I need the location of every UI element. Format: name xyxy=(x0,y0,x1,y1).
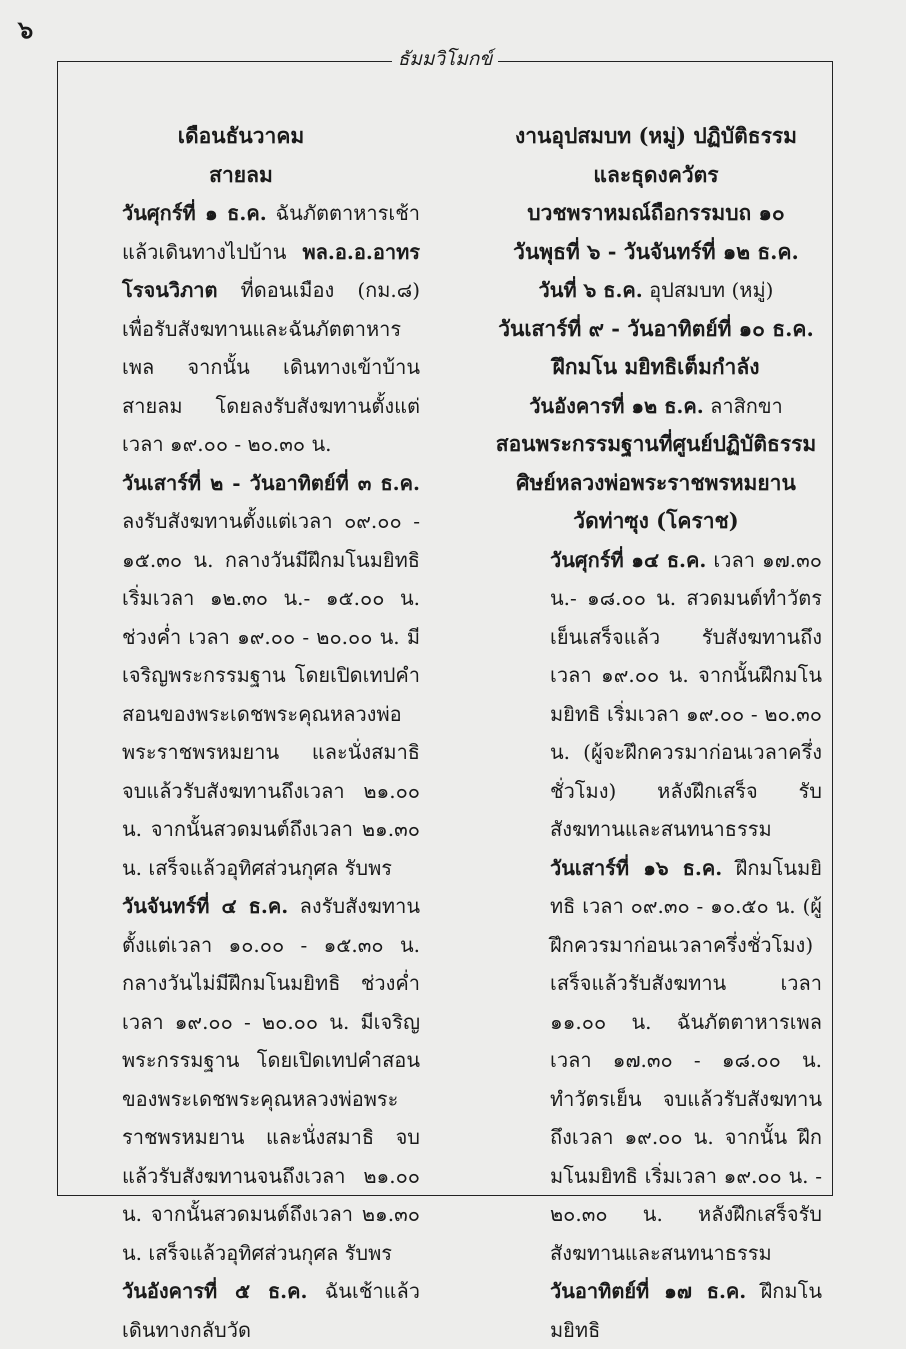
ordination-line xyxy=(490,271,822,310)
running-header xyxy=(58,48,832,70)
day-label: วันเสาร์ที่ ๑๖ ธ.ค. xyxy=(550,855,723,880)
paragraph-text: ฉันเช้าแล้วเดินทางกลับวัด xyxy=(122,1279,420,1342)
section-heading: ฝึกมโน มยิทธิเต็มกำลัง xyxy=(552,354,760,379)
host-name: พล.อ.อ.อาทร โรจนวิภาต xyxy=(122,239,420,302)
location-subtitle: สายลม xyxy=(209,161,273,187)
paragraph-text: ฉันภัตตาหารเช้าแล้วเดินทางไปบ้าน xyxy=(122,201,421,264)
content-frame xyxy=(57,48,833,1342)
line-text: อุปสมบท (หมู่) xyxy=(649,278,774,302)
paragraph-dec-16 xyxy=(490,849,822,1273)
paragraph-text: เวลา ๑๗.๓๐ น.- ๑๘.๐๐ น. สวดมนต์ทำวัตรเย็นเสร็จแล้ว รับสังฆทานถึงเวลา ๑๙.๐๐ น. จากนั้นฝึกมโนมยิทธิ เริ่มเวลา ๑๙.๐๐ - ๒๐.๓๐ น. (ผู้จะฝึกควรมาก่อนเวลาครึ่งชั่วโมง) หลังฝึกเสร็จ รับสังฆทานและสนทนาธรรม xyxy=(550,547,822,841)
paragraph-text: ลงรับสังฆทานตั้งแต่เวลา ๐๙.๐๐ - ๑๕.๓๐ น. กลางวันมีฝึกมโนมยิทธิ เริ่มเวลา ๑๒.๓๐ น.- ๑๕.๐๐ น. ช่วงค่ำ เวลา ๑๙.๐๐ - ๒๐.๐๐ น. มีเจริญพระกรรมฐาน โดยเปิดเทปคำสอนของพระเดชพระคุณหลวงพ่อพระราชพรหมยาน และนั่งสมาธิ จบแล้วรับสังฆทานถึงเวลา ๒๑.๐๐ น. จากนั้นสวดมนต์ถึงเวลา ๒๑.๓๐ น. เสร็จแล้วอุทิศส่วนกุศล รับพร xyxy=(122,509,420,880)
paragraph-dec-1 xyxy=(62,194,420,464)
section-heading: ศิษย์หลวงพ่อพระราชพรหมยาน xyxy=(516,469,796,495)
date-range-heading: วันพุธที่ ๖ - วันจันทร์ที่ ๑๒ ธ.ค. xyxy=(513,238,799,264)
line-text: ลาสิกขา xyxy=(710,393,783,418)
day-label: วันจันทร์ที่ ๔ ธ.ค. xyxy=(122,894,289,918)
section-heading: และธุดงควัตร xyxy=(593,161,719,187)
left-column xyxy=(62,117,420,1349)
paragraph-text: ฝึกมโนมยิทธิ xyxy=(550,1279,822,1342)
section-heading: งานอุปสมบท (หมู่) ปฏิบัติธรรม xyxy=(515,123,797,148)
paragraph-dec-5 xyxy=(62,1272,420,1349)
day-label: วันอังคารที่ ๕ ธ.ค. xyxy=(122,1279,308,1303)
paragraph-text: ลงรับสังฆทานตั้งแต่เวลา ๑๐.๐๐ - ๑๕.๓๐ น. กลางวันไม่มีฝึกมโนมยิทธิ ช่วงค่ำเวลา ๑๙.๐๐ - ๒๐.๐๐ น. มีเจริญพระกรรมฐาน โดยเปิดเทปคำสอนของพระเดชพระคุณหลวงพ่อพระราชพรหมยาน และนั่งสมาธิ จบแล้วรับสังฆทานจนถึงเวลา ๒๑.๐๐ น. จากนั้นสวดมนต์ถึงเวลา ๒๑.๓๐ น. เสร็จแล้วอุทิศส่วนกุศล รับพร xyxy=(122,894,420,1265)
running-header-title: ธัมมวิโมกข์ xyxy=(392,48,499,70)
day-label: วันอังคารที่ ๑๒ ธ.ค. xyxy=(529,393,704,418)
section-heading: วัดท่าซุง (โคราช) xyxy=(573,508,739,533)
page-number: ๖ xyxy=(18,15,34,44)
day-label: วันอาทิตย์ที่ ๑๗ ธ.ค. xyxy=(550,1279,747,1303)
paragraph-dec-17 xyxy=(490,1272,822,1349)
section-heading: สอนพระกรรมฐานที่ศูนย์ปฏิบัติธรรม xyxy=(495,431,817,456)
paragraph-text: ที่ดอนเมือง (กม.๘) เพื่อรับสังฆทานและฉันภัตตาหารเพล จากนั้น เดินทางเข้าบ้านสายลม โดยลงรับสังฆทานตั้งแต่เวลา ๑๙.๐๐ - ๒๐.๓๐ น. xyxy=(122,278,420,456)
paragraph-dec-2-3 xyxy=(62,464,420,888)
day-label: วันที่ ๖ ธ.ค. xyxy=(538,278,643,302)
paragraph-dec-14 xyxy=(490,541,822,849)
paragraph-text: ฝึกมโนมยิทธิ เวลา ๐๙.๓๐ - ๑๐.๕๐ น. (ผู้ฝึกควรมาก่อนเวลาครึ่งชั่วโมง) เสร็จแล้วรับสังฆทาน เวลา ๑๑.๐๐ น. ฉันภัตตาหารเพล เวลา ๑๗.๓๐ - ๑๘.๐๐ น. ทำวัตรเย็น จบแล้วรับสังฆทานถึงเวลา ๑๙.๐๐ น. จากนั้น ฝึกมโนมยิทธิ เริ่มเวลา ๑๙.๐๐ น. - ๒๐.๓๐ น. หลังฝึกเสร็จรับสังฆทานและสนทนาธรรม xyxy=(550,855,822,1265)
paragraph-dec-4 xyxy=(62,887,420,1272)
date-range-heading: วันเสาร์ที่ ๙ - วันอาทิตย์ที่ ๑๐ ธ.ค. xyxy=(498,315,814,341)
day-label: วันศุกร์ที่ ๑ ธ.ค. xyxy=(122,201,267,225)
right-column xyxy=(490,117,822,1349)
day-label: วันเสาร์ที่ ๒ - วันอาทิตย์ที่ ๓ ธ.ค. xyxy=(122,470,420,495)
month-title: เดือนธันวาคม xyxy=(177,123,305,148)
day-label: วันศุกร์ที่ ๑๔ ธ.ค. xyxy=(550,547,707,572)
section-heading: บวชพราหมณ์ถือกรรมบถ ๑๐ xyxy=(527,200,785,225)
disrobe-line xyxy=(490,387,822,426)
